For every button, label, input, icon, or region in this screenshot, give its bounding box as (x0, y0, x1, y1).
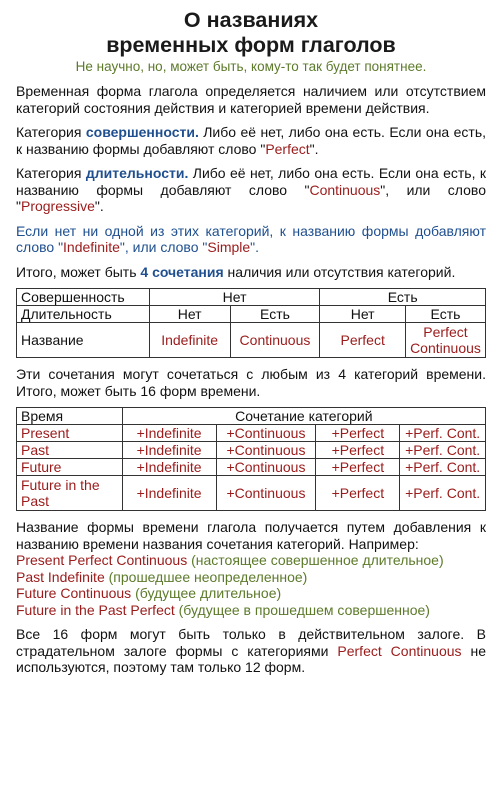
english-word: Perfect Continuous (337, 642, 462, 659)
passive-voice-paragraph (16, 626, 486, 676)
table-cell: Нет (320, 306, 406, 323)
table-row (17, 408, 486, 425)
english-word: Progressive (20, 198, 95, 214)
table-cell: +Indefinite (122, 442, 216, 459)
table-cell: +Perf. Cont. (400, 459, 486, 476)
text: Категория (16, 165, 86, 181)
table-cell: Есть (320, 289, 486, 306)
table-row (17, 425, 486, 442)
text: Все 16 форм могут быть только в действительном залоге. В страдательном залоге формы с категориями (16, 626, 486, 659)
table-row (17, 289, 486, 306)
table-cell: Есть (230, 306, 320, 323)
naming-paragraph: Название формы времени глагола получается путем добавления к названию времени названия сочетания категорий. Например: (16, 519, 486, 552)
table-cell: Present (17, 425, 123, 442)
table-cell: +Perf. Cont. (400, 442, 486, 459)
table-cell: +Perfect (316, 442, 400, 459)
english-word: Perfect (265, 140, 310, 157)
table-cell: +Continuous (216, 459, 316, 476)
table-cell: Название (17, 323, 150, 358)
title-line-2: временных форм глаголов (106, 33, 396, 57)
table-cell: +Continuous (216, 476, 316, 511)
table-cell: +Perfect (316, 476, 400, 511)
example-name: Future Continuous (16, 585, 132, 601)
examples-list (16, 552, 486, 618)
table-cell: +Perf. Cont. (400, 476, 486, 511)
highlight-term: 4 сочетания (140, 263, 224, 280)
table-cell: Continuous (230, 323, 320, 358)
intro-paragraph: Временная форма глагола определяется наличием или отсутствием категорий состояния действия и категорией времени действия. (16, 83, 486, 116)
highlight-term: длительности. (85, 165, 189, 181)
text: ". (94, 198, 104, 214)
list-item (16, 602, 486, 619)
table-cell: +Perfect (316, 459, 400, 476)
combinations-paragraph (16, 264, 486, 281)
highlight-term: совершенности. (85, 124, 199, 140)
text: Итого, может быть (16, 263, 141, 280)
table-cell: Past (17, 442, 123, 459)
table-cell: Нет (149, 289, 320, 306)
table-row (17, 323, 486, 358)
example-gloss: (настоящее совершенное длительное) (187, 552, 444, 568)
table-cell: Future in the Past (17, 476, 123, 511)
table-cell: Perfect Continuous (405, 323, 485, 358)
table-cell: +Continuous (216, 442, 316, 459)
table-cell: Нет (149, 306, 230, 323)
list-item (16, 569, 486, 586)
page-subtitle: Не научно, но, может быть, кому-то так будет понятнее. (75, 59, 427, 74)
example-gloss: (прошедшее неопределенное) (104, 568, 308, 585)
english-word: Indefinite (63, 239, 120, 255)
example-name: Present Perfect Continuous (16, 552, 188, 568)
table-cell: Perfect (320, 323, 406, 358)
categories-table (16, 288, 486, 358)
text: Если нет ни одной из этих категорий, к названию формы добавляют слово " (16, 222, 486, 255)
text: ". (309, 140, 319, 157)
text: Категория (16, 124, 86, 140)
table-cell: Длительность (17, 306, 150, 323)
table-cell: Совершенность (17, 289, 150, 306)
example-name: Past Indefinite (16, 568, 105, 585)
table-cell: Есть (405, 306, 485, 323)
table-cell: +Indefinite (122, 459, 216, 476)
table-cell: Время (17, 408, 123, 425)
table-row (17, 459, 486, 476)
text: Либо её нет, либо она есть. Если она есть, к названию формы добавляют слово " (16, 165, 487, 198)
table-row (17, 476, 486, 511)
title-line-1: О названиях (183, 8, 319, 32)
perfect-paragraph (16, 124, 486, 157)
list-item (16, 585, 486, 602)
text: наличия или отсутствия категорий. (223, 263, 456, 280)
example-gloss: (будущее длительное) (131, 585, 282, 601)
continuous-paragraph (16, 165, 486, 215)
table-cell: Indefinite (149, 323, 230, 358)
example-gloss: (будущее в прошедшем совершенное) (174, 601, 430, 618)
page-title (16, 8, 486, 58)
table-cell: +Perfect (316, 425, 400, 442)
text: не используются, поэтому там только 12 форм. (16, 642, 486, 675)
tenses-table (16, 407, 486, 511)
table-cell: Сочетание категорий (122, 408, 485, 425)
table-row (17, 306, 486, 323)
indefinite-paragraph (16, 223, 486, 256)
example-name: Future in the Past Perfect (16, 601, 175, 618)
table-cell: +Indefinite (122, 425, 216, 442)
list-item (16, 552, 486, 569)
text: ", или слово " (16, 181, 486, 214)
english-word: Continuous (309, 181, 381, 198)
table-cell: Future (17, 459, 123, 476)
table-cell: +Perf. Cont. (400, 425, 486, 442)
sixteen-forms-paragraph: Эти сочетания могут сочетаться с любым из 4 категорий времени. Итого, может быть 16 форм времени. (16, 366, 486, 399)
table-row (17, 442, 486, 459)
table-cell: +Indefinite (122, 476, 216, 511)
english-word: Simple (207, 239, 251, 255)
text: Либо её нет, либо она есть. Если она есть, к названию формы добавляют слово " (16, 124, 486, 157)
text: ", или слово " (119, 239, 208, 255)
table-cell: +Continuous (216, 425, 316, 442)
text: ". (250, 239, 260, 255)
